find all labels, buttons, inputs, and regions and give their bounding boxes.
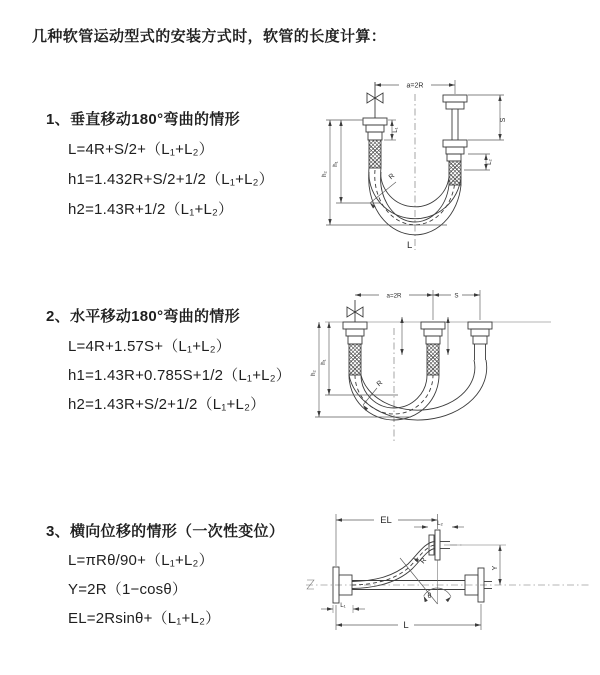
- dim-label-h1: h₁: [320, 359, 327, 365]
- dim-label-l: L: [407, 240, 413, 251]
- diagram-horizontal-180-bend: [303, 280, 593, 465]
- valve-icon: [347, 307, 355, 317]
- formula-line: h1=1.43R+0.785S+1/2（L₁+L₂）: [68, 367, 291, 384]
- flange: [363, 118, 387, 125]
- flange: [435, 530, 440, 560]
- break-symbol: [307, 580, 314, 589]
- formula-line: h1=1.432R+S/2+1/2（L₁+L₂）: [68, 171, 274, 188]
- valve-icon: [367, 93, 375, 103]
- formula-line: EL=2Rsinθ+（L₁+L₂）: [68, 610, 221, 627]
- braid-hatch: [349, 344, 361, 375]
- dim-label-r: R: [375, 379, 385, 389]
- dim-label-h2: h₂: [310, 370, 317, 376]
- dim-label-l1: L₁: [340, 602, 346, 609]
- flange: [343, 322, 367, 329]
- flange: [443, 95, 467, 102]
- dim-label-el: EL: [380, 515, 392, 526]
- diagram-lateral-displacement: [298, 498, 598, 660]
- section-2-heading: 2、水平移动180°弯曲的情形: [46, 308, 240, 325]
- dim-label-a2r: a=2R: [406, 82, 424, 90]
- formula-line: L=4R+S/2+（L₁+L₂）: [68, 141, 214, 158]
- braid-hatch: [449, 161, 461, 185]
- dim-label-r: R: [419, 556, 429, 566]
- dim-label-l1: L₁: [392, 127, 399, 133]
- dim-label-y: Y: [492, 565, 499, 571]
- section-1-heading: 1、垂直移动180°弯曲的情形: [46, 111, 240, 128]
- page-title: 几种软管运动型式的安装方式时，软管的长度计算：: [32, 28, 387, 45]
- braid-hatch: [369, 140, 381, 168]
- braid-hatch: [427, 344, 439, 375]
- dim-label-h1: h₁: [332, 161, 339, 167]
- dim-label-a2r: a=2R: [386, 292, 402, 300]
- formula-line: h2=1.43R+1/2（L₁+L₂）: [68, 201, 234, 218]
- formula-line: L=4R+1.57S+（L₁+L₂）: [68, 338, 231, 355]
- dim-label-r: R: [387, 172, 397, 182]
- dim-label-h2: h₂: [321, 171, 328, 177]
- flange: [443, 140, 467, 147]
- dim-label-l: L: [403, 620, 409, 631]
- flange: [421, 322, 445, 329]
- dim-label-l2: L₂: [437, 520, 443, 527]
- formula-line: h2=1.43R+S/2+1/2（L₁+L₂）: [68, 396, 266, 413]
- dim-label-s: S: [500, 117, 507, 123]
- flange: [468, 322, 492, 329]
- section-3-heading: 3、横向位移的情形（一次性变位）: [46, 523, 285, 540]
- dim-label-theta: θ: [427, 593, 432, 600]
- dim-label-s: S: [454, 292, 459, 300]
- formula-line: L=πRθ/90+（L₁+L₂）: [68, 552, 214, 569]
- dim-label-l2: L₂: [486, 159, 493, 165]
- formula-line: Y=2R（1−cosθ）: [68, 581, 188, 598]
